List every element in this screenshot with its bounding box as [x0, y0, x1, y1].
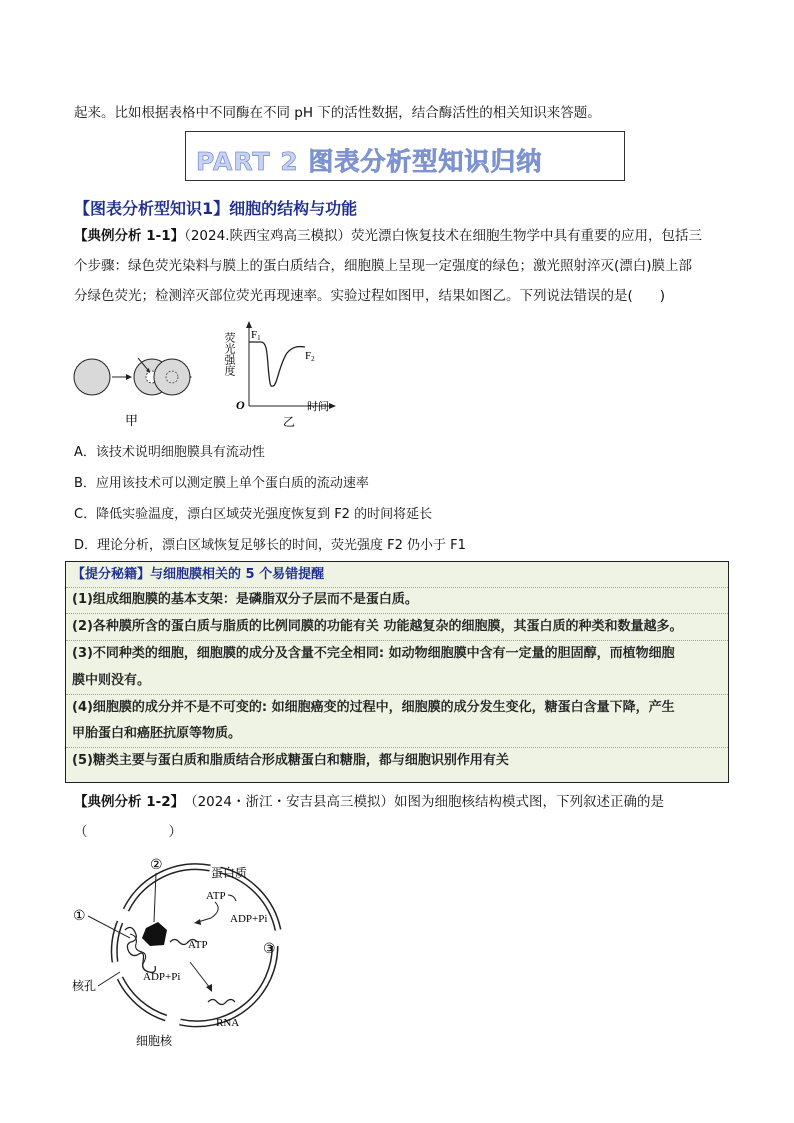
nucleus-figure [70, 850, 300, 1050]
atp-top-label: ATP [206, 890, 226, 902]
protein-blob-outline [228, 895, 236, 901]
x-axis-label: 时间 [307, 401, 329, 413]
protein-label: 蛋白质 [211, 866, 248, 880]
tips-heading [72, 566, 324, 584]
protein-import-arrow [198, 902, 218, 922]
nuclear-pore-pointer [98, 972, 120, 986]
figure-jia-cell-3 [150, 352, 200, 402]
f1-label [251, 329, 261, 342]
question-1-label: 【典例分析 1-1】 [74, 228, 185, 244]
tips-line-7: (5)糖类主要与蛋白质和脂质结合形成糖蛋白和糖脂，都与细胞识别作用有关 [72, 753, 509, 768]
nuclear-envelope-bottom-left [120, 978, 166, 1018]
label-1: ① [73, 909, 86, 924]
origin-label: O [236, 398, 245, 412]
rna-label: RNA [216, 1017, 240, 1029]
option-d: D．理论分析，漂白区域恢复足够长的时间，荧光强度 F2 仍小于 F1 [74, 538, 466, 553]
option-a: A．该技术说明细胞膜具有流动性 [74, 445, 265, 460]
question-1-text-1: （2024.陕西宝鸡高三模拟）荧光漂白恢复技术在细胞生物学中具有重要的应用，包括三 [184, 228, 702, 244]
f2-letter: F [305, 350, 312, 362]
nucleolus [142, 922, 167, 946]
tips-heading-text: 与细胞膜相关的 5 个易错提醒 [150, 567, 325, 582]
f1-subscript: 1 [257, 334, 261, 342]
x-axis-arrow [329, 403, 336, 409]
tips-line-4: 膜中则没有。 [72, 673, 151, 688]
tips-line-3: (3)不同种类的细胞，细胞膜的成分及含量不完全相同: 如动物细胞膜中含有一定量的胆固醇，而植物细胞 [72, 646, 675, 661]
part-title-box [185, 131, 625, 181]
tips-separator [66, 613, 728, 614]
nuclear-envelope-bottom-right [180, 946, 275, 1024]
label-1-pointer [88, 916, 130, 938]
label-2: ② [150, 858, 163, 873]
question-1-line-3: 分绿色荧光；检测淬灭部位荧光再现速率。实验过程如图甲，结果如图乙。下列说法错误的是( ) [74, 288, 666, 304]
f1-letter: F [251, 329, 258, 341]
tips-separator [66, 587, 728, 588]
part-title: PART 2 图表分析型知识归纳 [196, 147, 543, 176]
y-axis-label: 荧光强度 [223, 332, 235, 376]
arrow-1-head [126, 374, 132, 380]
question-2-line-1 [74, 792, 664, 812]
tips-line-2: (2)各种膜所含的蛋白质与脂质的比例同膜的功能有关 功能越复杂的细胞膜，其蛋白质的种类和数量越多。 [72, 619, 683, 634]
option-c: C．降低实验温度，漂白区域荧光强度恢复到 F2 的时间将延长 [74, 507, 433, 522]
tips-separator [66, 694, 728, 695]
tips-line-5: (4)细胞膜的成分并不是不可变的: 如细胞癌变的过程中，细胞膜的成分发生变化，糖蛋白含量下降，产生 [72, 700, 675, 715]
tips-line-1: (1)组成细胞膜的基本支架：是磷脂双分子层而不是蛋白质。 [72, 592, 418, 607]
question-2-line-2: （ ） [74, 824, 182, 840]
rna-export-arrow [190, 962, 210, 988]
f2-label [305, 350, 315, 363]
nucleus-label: 细胞核 [136, 1034, 173, 1048]
label-3: ③ [263, 942, 276, 957]
rna-export-arrow-head [206, 984, 212, 992]
cell-circle-1 [74, 359, 110, 395]
adp-mid-label: ADP+Pi [143, 971, 181, 983]
tips-separator [66, 640, 728, 641]
figure-jia-label: 甲 [125, 413, 139, 428]
adp-right-label: ADP+Pi [230, 913, 268, 925]
option-b: B．应用该技术可以测定膜上单个蛋白质的流动速率 [74, 476, 369, 491]
question-2-text-1: （2024・浙江・安吉县高三模拟）如图为细胞核结构模式图，下列叙述正确的是 [177, 794, 664, 810]
tips-line-6: 甲胎蛋白和癌胚抗原等物质。 [72, 726, 242, 741]
figure-yi [225, 320, 345, 430]
tips-separator [66, 747, 728, 748]
cell-circle-3 [154, 359, 190, 395]
atp-mid-label: ATP [188, 939, 208, 951]
f2-subscript: 2 [311, 355, 315, 363]
section-heading: 【图表分析型知识1】细胞的结构与功能 [74, 199, 358, 218]
figure-yi-caption: 乙 [283, 415, 296, 429]
intro-paragraph: 起来。比如根据表格中不同酶在不同 pH 下的活性数据，结合酶活性的相关知识来答题。 [74, 105, 601, 121]
question-1-line-2: 个步骤：绿色荧光染料与膜上的蛋白质结合，细胞膜上呈现一定强度的绿色；激光照射淬灭(漂白)膜上部 [74, 258, 693, 274]
tips-box [65, 561, 729, 783]
question-1-line-1 [74, 226, 702, 246]
rna-strand-outside [208, 1000, 235, 1005]
protein-import-arrow-head [194, 919, 201, 925]
fluorescence-curve [249, 342, 305, 386]
y-axis-arrow [246, 321, 252, 328]
tips-heading-bracket: 【提分秘籍】 [72, 567, 151, 582]
question-2-label: 【典例分析 1-2】 [74, 794, 178, 810]
nuclear-pore-label: 核孔 [72, 979, 97, 993]
